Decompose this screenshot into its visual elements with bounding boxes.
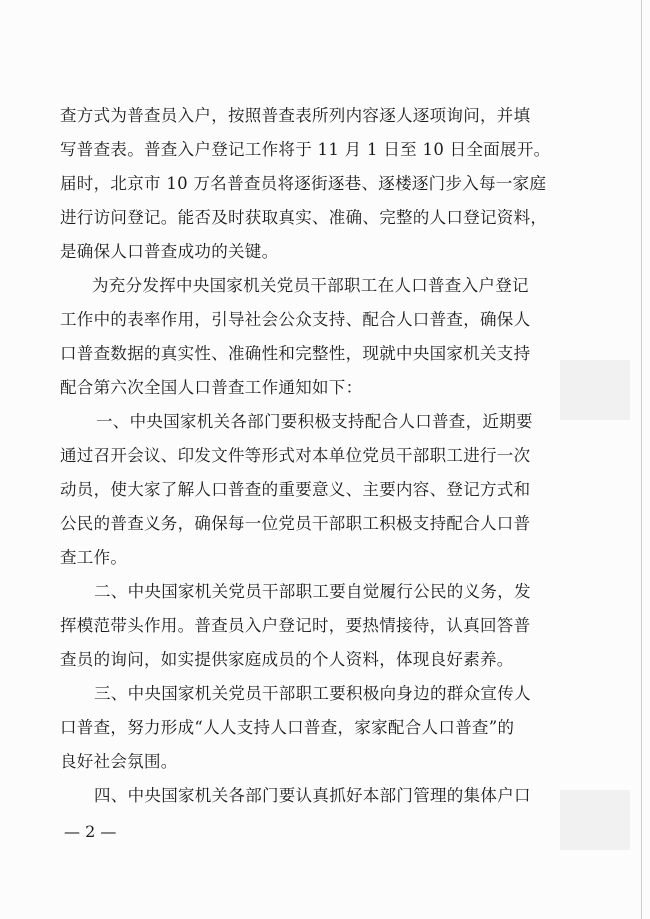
page-number: — 2 — bbox=[64, 822, 117, 841]
text-line: 配合第六次全国人口普查工作通知如下： bbox=[60, 378, 363, 397]
bleed-through-shadow bbox=[560, 360, 630, 420]
text-line: 查方式为普查员入户，按照普查表所列内容逐人逐项询问，并填 bbox=[60, 106, 531, 125]
paragraph-start-line: 一、中央国家机关各部门要积极支持配合人口普查，近期要 bbox=[96, 412, 533, 431]
text-line: 公民的普查义务，确保每一位党员干部职工积极支持配合人口普 bbox=[60, 514, 531, 533]
text-line: 动员，使大家了解人口普查的重要意义、主要内容、登记方式和 bbox=[60, 480, 531, 499]
page-edge bbox=[641, 0, 642, 919]
paragraph-start-line: 四、中央国家机关各部门要认真抓好本部门管理的集体户口 bbox=[94, 786, 531, 805]
text-line: 口普查数据的真实性、准确性和完整性，现就中央国家机关支持 bbox=[60, 344, 531, 363]
paragraph-start-line: 为充分发挥中央国家机关党员干部职工在人口普查入户登记 bbox=[92, 276, 529, 295]
text-line: 查员的询问，如实提供家庭成员的个人资料，体现良好素养。 bbox=[60, 650, 514, 669]
text-line: 良好社会氛围。 bbox=[60, 752, 178, 771]
text-line: 通过召开会议、印发文件等形式对本单位党员干部职工进行一次 bbox=[60, 446, 531, 465]
paragraph-start-line: 三、中央国家机关党员干部职工要积极向身边的群众宣传人 bbox=[94, 684, 531, 703]
text-line: 进行访问登记。能否及时获取真实、准确、完整的人口登记资料， bbox=[60, 208, 548, 227]
bleed-through-shadow bbox=[560, 790, 630, 850]
text-line: 是确保人口普查成功的关键。 bbox=[60, 242, 279, 261]
text-line: 查工作。 bbox=[60, 548, 128, 567]
text-line: 工作中的表率作用，引导社会公众支持、配合人口普查，确保人 bbox=[60, 310, 531, 329]
text-line: 届时，北京市 10 万名普查员将逐街逐巷、逐楼逐门步入每一家庭 bbox=[60, 174, 547, 193]
text-line: 挥模范带头作用。普查员入户登记时，要热情接待，认真回答普 bbox=[60, 616, 531, 635]
paragraph-start-line: 二、中央国家机关党员干部职工要自觉履行公民的义务，发 bbox=[94, 582, 531, 601]
text-line: 口普查，努力形成“人人支持人口普查，家家配合人口普查”的 bbox=[60, 718, 515, 737]
text-line: 写普查表。普查入户登记工作将于 11 月 1 日至 10 日全面展开。 bbox=[60, 140, 551, 159]
